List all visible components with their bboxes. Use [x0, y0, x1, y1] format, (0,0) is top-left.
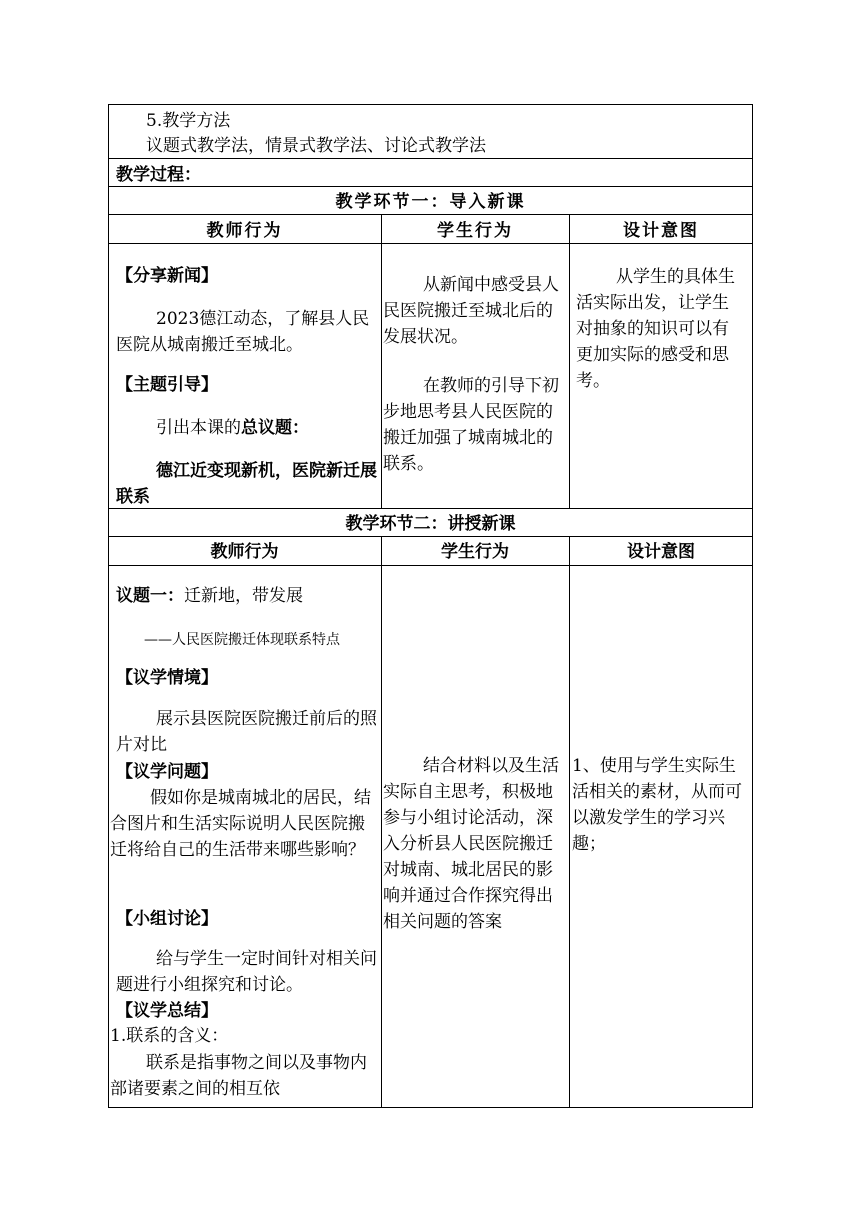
- situation-label: 【议学情境】: [116, 668, 218, 688]
- section2-student-p1: 结合材料以及生活实际自主思考，积极地参与小组讨论活动，深入分析县人民医院搬迁对城南、城北居民的影响并通过合作探究得出相关问题的答案: [383, 756, 559, 932]
- methods-content: 议题式教学法，情景式教学法、讨论式教学法: [146, 136, 486, 156]
- group-text: 给与学生一定时间针对相关问题进行小组探究和讨论。: [116, 949, 377, 995]
- methods-heading: 5.教学方法: [146, 111, 231, 131]
- row-divider: [108, 158, 753, 159]
- lead-prefix: 引出本课的: [156, 418, 241, 438]
- issue-label: 议题一：: [116, 586, 184, 606]
- section2-design-p1: 1、使用与学生实际生活相关的素材，从而可以激发学生的学习兴趣；: [572, 756, 742, 854]
- summary-label: 【议学总结】: [116, 1001, 218, 1021]
- row-divider: [108, 565, 753, 566]
- main-topic: 德江近变现新机，医院新迁展联系: [116, 461, 377, 507]
- lead-line: [156, 416, 309, 440]
- row-divider: [108, 243, 753, 244]
- question-text: 假如你是城南城北的居民，结合图片和生活实际说明人民医院搬迁将给自己的生活带来哪些影响？: [110, 788, 371, 860]
- section1-student-p1: 从新闻中感受县人民医院搬迁至城北后的发展状况。: [383, 275, 559, 347]
- section1-col-student: 学生行为: [437, 221, 513, 241]
- summary-item: 1.联系的含义：: [110, 1026, 229, 1046]
- question-label: 【议学问题】: [116, 762, 218, 782]
- news-text: 2023德江动态，了解县人民医院从城南搬迁至城北。: [116, 309, 370, 355]
- section1-student-p2: 在教师的引导下初步地思考县人民医院的搬迁加强了城南城北的联系。: [383, 376, 559, 474]
- share-news-label: 【分享新闻】: [116, 266, 218, 286]
- section2-col-teacher: 教师行为: [210, 542, 279, 562]
- situation-text: 展示县医院医院搬迁前后的照片对比: [116, 709, 377, 755]
- row-divider: [108, 536, 753, 537]
- section1-design-p1: 从学生的具体生活实际出发，让学生对抽象的知识可以有更加实际的感受和思考。: [576, 267, 735, 391]
- topic-guide-label: 【主题引导】: [116, 375, 218, 395]
- issue-sub: ——人民医院搬迁体现联系特点: [144, 632, 340, 648]
- section1-col-teacher: 教师行为: [206, 221, 283, 241]
- section2-title: 教学环节二：讲授新课: [345, 514, 516, 534]
- section1-col-design: 设计意图: [623, 221, 699, 241]
- column-divider: [569, 214, 570, 508]
- section2-col-design: 设计意图: [627, 542, 695, 562]
- row-divider: [108, 186, 753, 187]
- issue-line: [116, 584, 303, 608]
- column-divider: [381, 214, 382, 508]
- column-divider: [381, 536, 382, 1108]
- issue-text: 迁新地，带发展: [184, 586, 303, 606]
- lead-bold: 总议题: [241, 418, 292, 438]
- lead-suffix: ：: [292, 418, 309, 438]
- section1-title: 教学环节一：导入新课: [335, 192, 526, 212]
- column-divider: [569, 536, 570, 1108]
- summary-text: 联系是指事物之间以及事物内部诸要素之间的相互依: [110, 1053, 367, 1099]
- section2-col-student: 学生行为: [441, 542, 509, 562]
- group-label: 【小组讨论】: [116, 909, 218, 929]
- process-label: 教学过程：: [116, 165, 201, 185]
- row-divider: [108, 214, 753, 215]
